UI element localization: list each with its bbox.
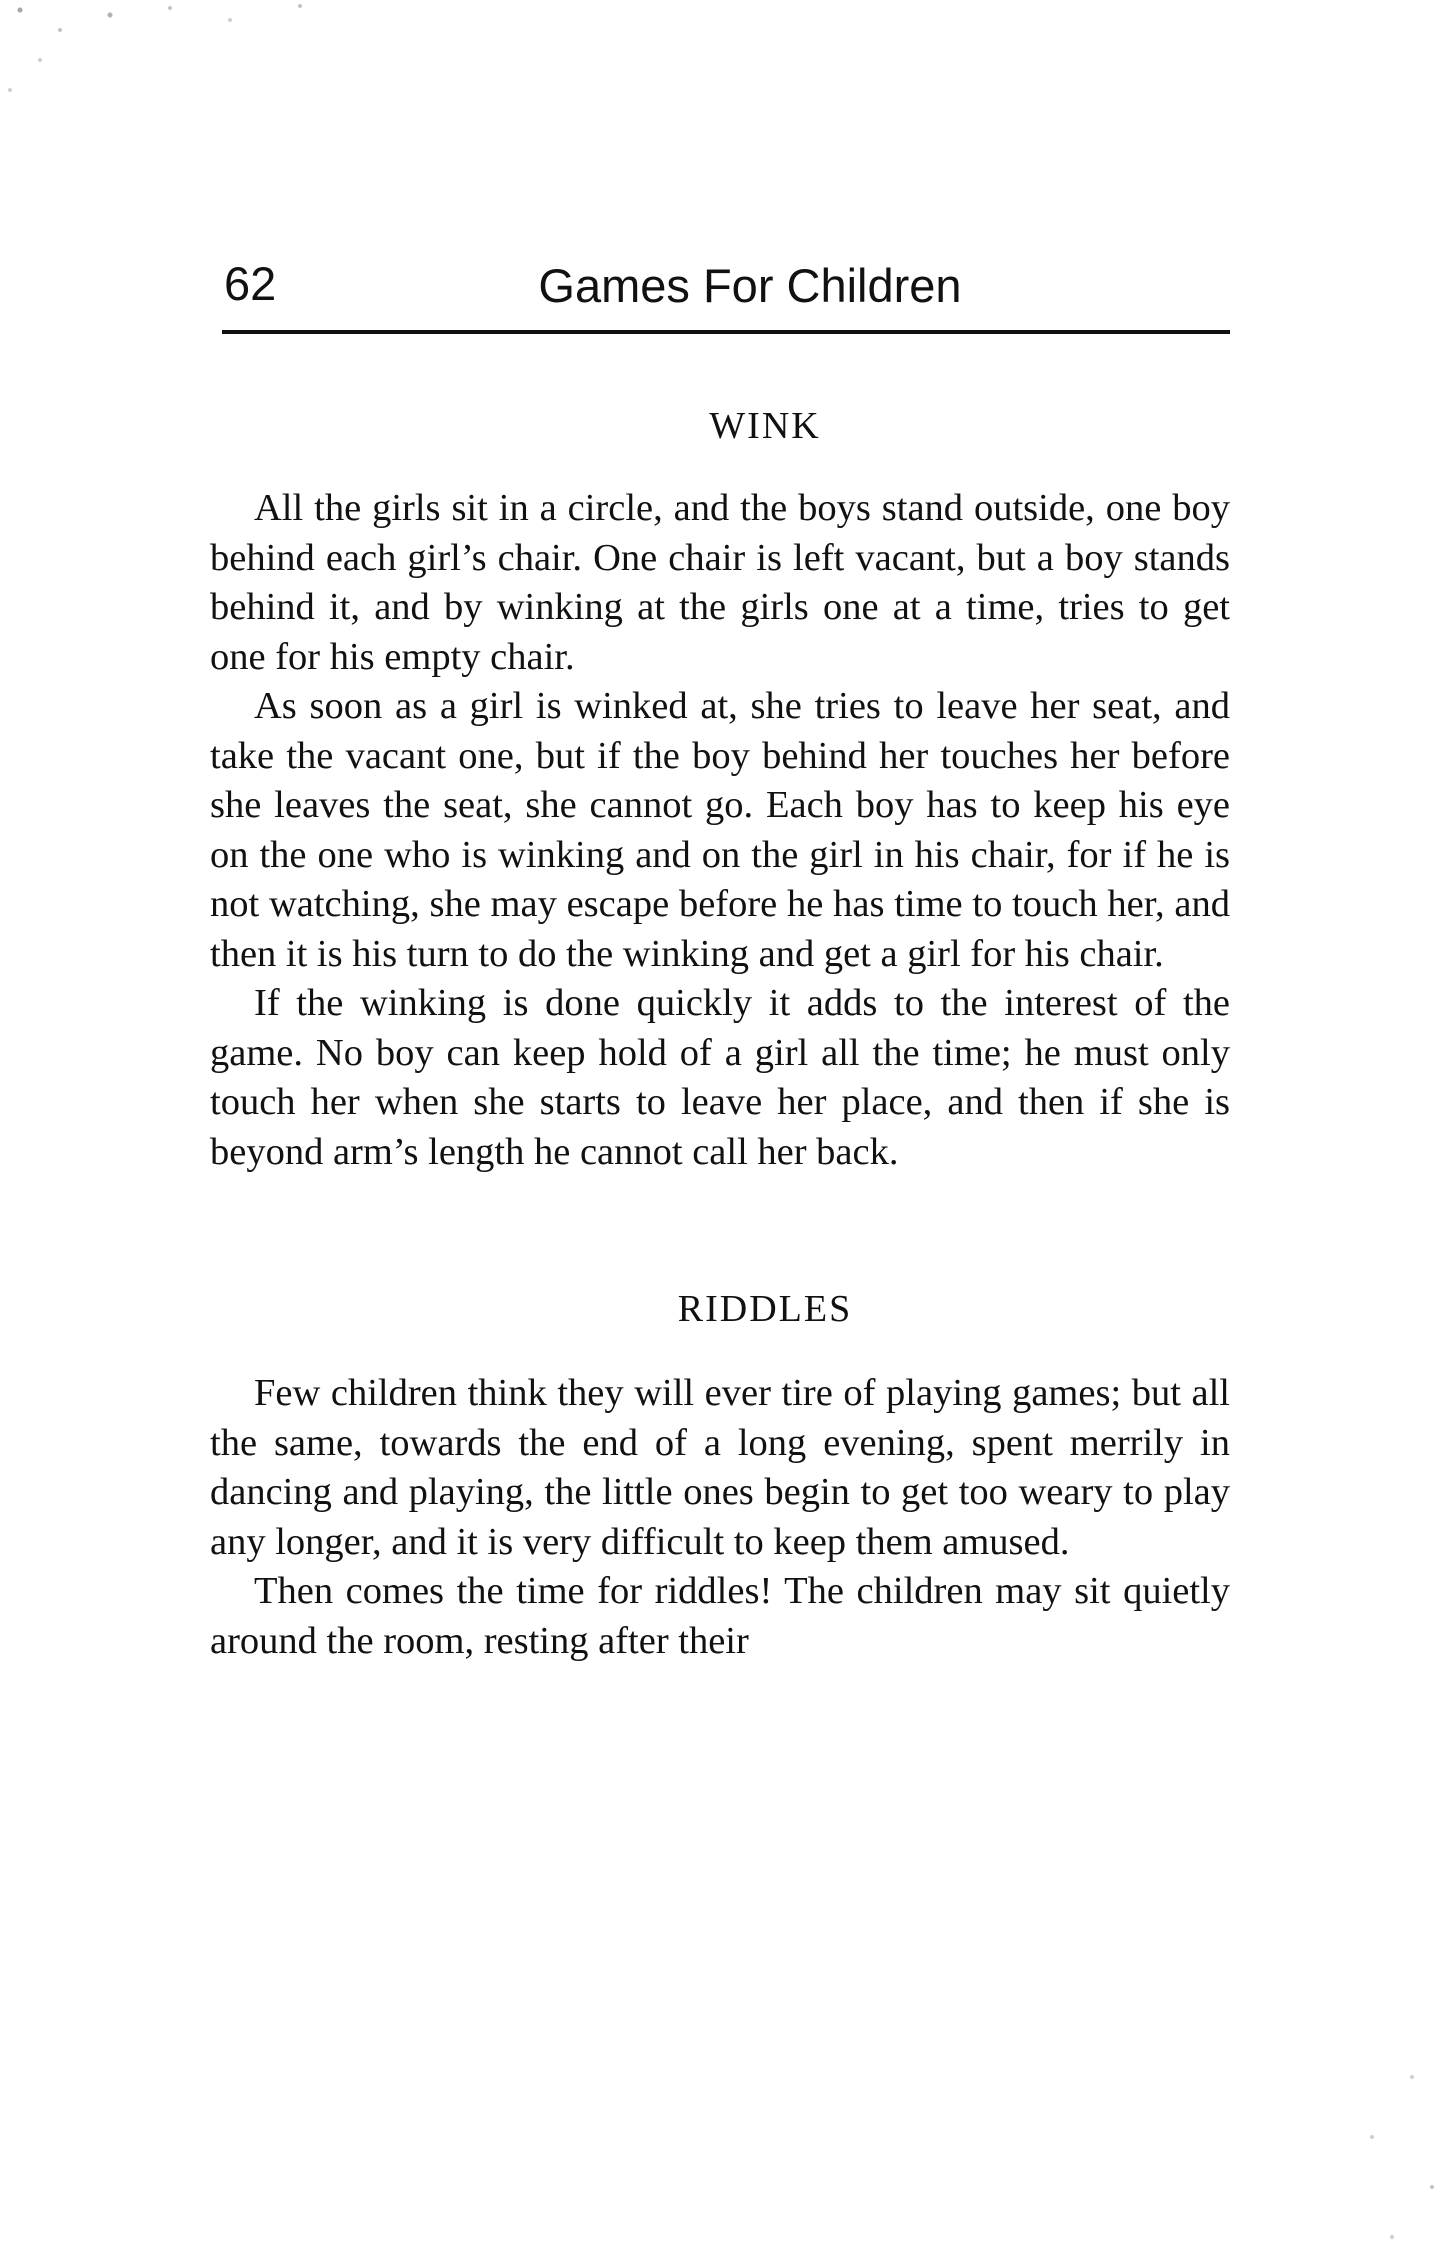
- page-number: 62: [224, 257, 277, 310]
- scan-speckle-bottom-right: [1312, 2047, 1452, 2267]
- header-rule: [222, 330, 1230, 334]
- paragraph: All the girls sit in a circle, and the boys stand outside, one boy behind each girl’s chair. One chair is left vacant, but a boy stands behind it, and by winking at the girls one at a time, tries to get one for his empty chair.: [210, 487, 1230, 678]
- section-riddles: [210, 1287, 1230, 1666]
- paragraph: If the winking is done quickly it adds to the interest of the game. No boy can keep hold of a girl all the time; he must only touch her when she starts to leave her place, and then if she is beyond arm’s length he cannot call her back.: [210, 982, 1230, 1173]
- paragraph: Then comes the time for riddles! The children may sit quietly around the room, resting after their: [210, 1570, 1230, 1662]
- section-wink: [210, 404, 1230, 1177]
- book-page: [210, 250, 1230, 1666]
- paragraph: As soon as a girl is winked at, she tries to leave her seat, and take the vacant one, but if the boy behind her touches her before she leaves the seat, she cannot go. Each boy has to keep his eye on the one who is winking and on the girl in his chair, for if he is not watching, she may escape before he has time to touch her, and then it is his turn to do the winking and get a girl for his chair.: [210, 685, 1230, 975]
- section-title-riddles: RIDDLES: [677, 1288, 853, 1330]
- paragraph: Few children think they will ever tire of playing games; but all the same, towards the end of a long evening, spent merrily in dancing and playing, the little ones begin to get too weary to play any longer, and it is very difficult to keep them amused.: [210, 1372, 1230, 1563]
- section-title-wink: WINK: [709, 405, 821, 447]
- scan-speckle-top-left: [0, 0, 420, 110]
- running-header: [210, 250, 1230, 312]
- running-title: Games For Children: [538, 259, 962, 312]
